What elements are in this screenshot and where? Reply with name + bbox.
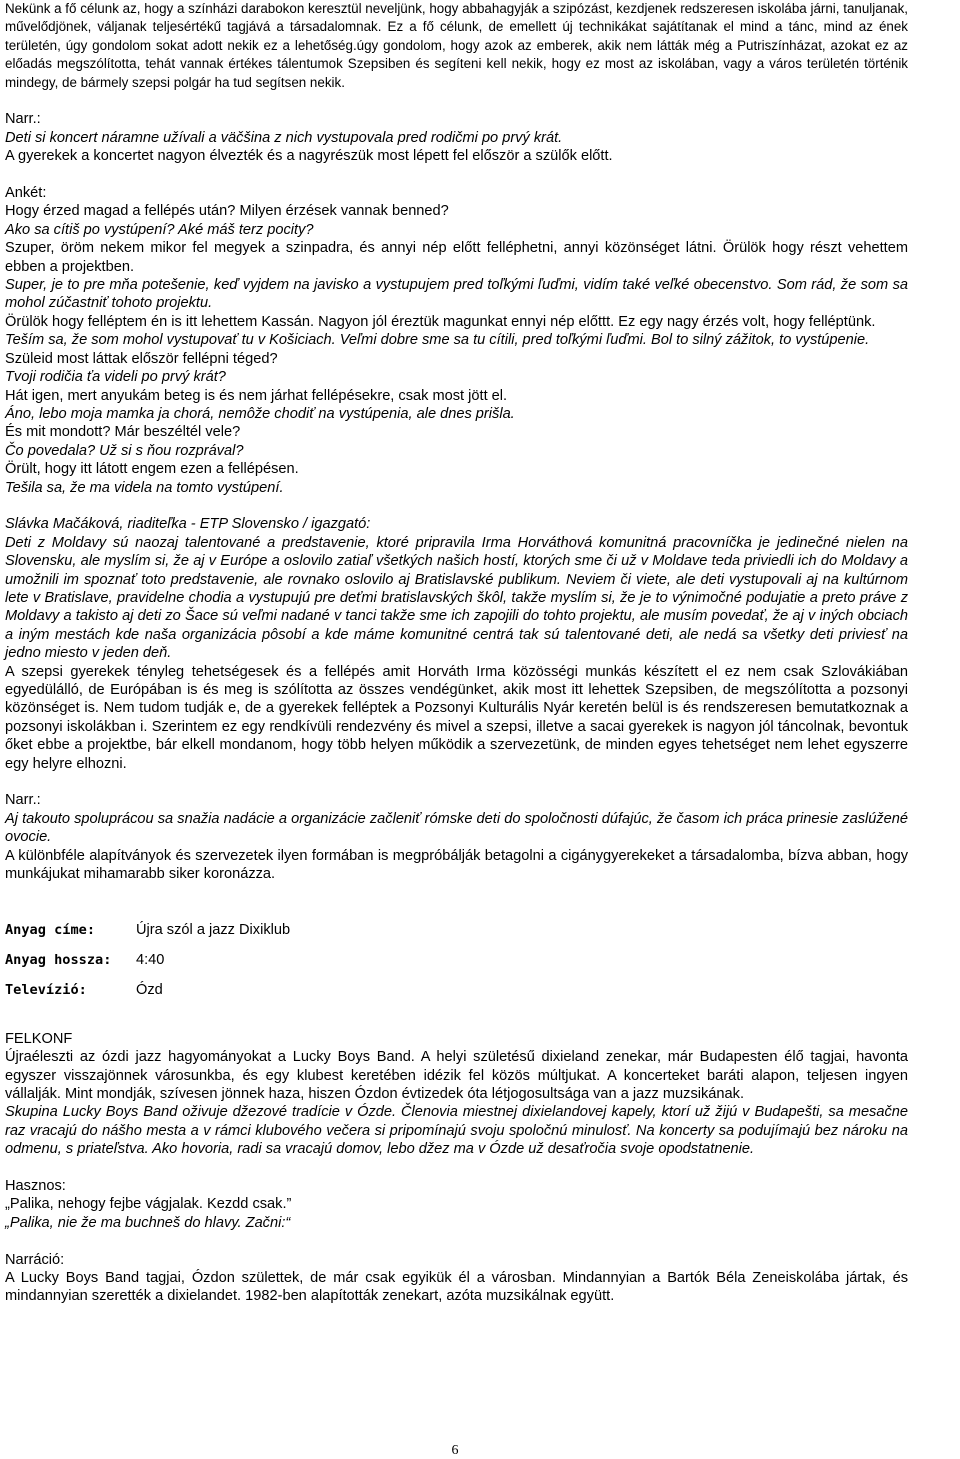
meta-length-label: Anyag hossza: [5, 952, 112, 969]
survey-line-hungarian: Örülök hogy felléptem én is itt lehettem Kassán. Nagyon jól éreztük magunkat ennyi nép előttt. Ez egy nagy érzés volt, hogy felléptünk. [5, 313, 876, 330]
survey-line-hungarian: Örült, hogy itt látott engem ezen a fellépésen. [5, 461, 299, 478]
hasznos-label: Hasznos: [5, 1178, 66, 1195]
meta-length-value: 4:40 [136, 952, 165, 969]
intro-paragraph: Nekünk a fő célunk az, hogy a színházi darabokon keresztül neveljünk, hogy abbahagyják a szipózást, kezdjenek redszeresen iskolába járni, tanuljanak, művelődjönek, váljanak teljesértékű tagjává a társadalomnak. Ez a fő célunk, de emellett új technikákat sajátítanak el mind a tánc, mind az ének területén, úgy gondolom sokat adott nekik ez a lehetőség.úgy gondolom, hogy azok az emberek, akik nem látták még a Putriszínházat, azokat ez az előadás megszólította, tehát vannak értékes tálentumok Szepsiben és segíteni kell nekik, hogy ez most az iskolában, vagy a város területén történik mindegy, de bármely szepsi polgár ha tud segítsen nekik. [5, 1, 908, 90]
survey-line-hungarian: Hát igen, mert anyukám beteg is és nem járhat fellépésekre, csak most jött el. [5, 387, 508, 404]
meta-title-row [5, 921, 908, 951]
narr2-label: Narr.: [5, 792, 41, 809]
survey-line-hungarian: Szüleid most láttak először fellépni téged? [5, 350, 278, 367]
survey-line-hungarian: És mit mondott? Már beszéltél vele? [5, 424, 241, 441]
felkonf-label: FELKONF [5, 1030, 73, 1047]
felkonf-slovak-text: Skupina Lucky Boys Band oživuje džezové tradície v Ózde. Členovia miestnej dixielandovej kapely, ktorí už žijú v Budapešti, sa mesačne raz vracajú do nášho mesta a v rámci klubového večera si pripomínajú svoju spoločnú minulosť. Na koncerty sa podujímajú bez nároku na odmenu, s priateľstva. Ako hovoria, radi sa vracajú domov, lebo džez ma v Ózde už desaťročia svoje opodstatnenie. [5, 1104, 908, 1158]
narr2-hungarian-text: A különbféle alapítványok és szervezetek ilyen formában is megpróbálják betagolni a cigánygyerekeket a társadalomba, bízva abban, hogy munkájukat mihamarabb siker koronázza. [5, 847, 908, 883]
hasznos-hungarian-quote: „Palika, nehogy fejbe vágjalak. Kezdd csak.” [5, 1196, 292, 1213]
survey-line-slovak: Teším sa, že som mohol vystupovať tu v Košiciach. Veľmi dobre sme sa tu cítili, pred toľkými ľuďmi. Bol to silný zážitok, to vystúpenie. [5, 332, 870, 349]
meta-title-value: Újra szól a jazz Dixiklub [136, 922, 291, 939]
survey-line-slovak: Ako sa cítiš po vystúpení? Aké máš terz pocity? [5, 221, 314, 238]
survey-lines [5, 202, 908, 497]
narracio-hungarian-text: A Lucky Boys Band tagjai, Ózdon születtek, de már csak egyikük él a városban. Mindannyian a Bartók Béla Zeneiskolába jártak, és mindannyian szerették a dixielandet. 1982-ben alapították zenekart, azóta muzsikálnak együtt. [5, 1270, 908, 1305]
felkonf-hungarian-text: Újraéleszti az ózdi jazz hagyományokat a Lucky Boys Band. A helyi születésű dixieland zenekar, már Budapesten élő tagjai, havonta egyszer visszajönnek városunkba, és egy klubest keretében idézik fel közös múltjukat. A koncerteket baráti alapon, teljesen ingyen vállalják. Mint mondják, szívesen jönnek haza, hiszen Ózdon évtizedek óta létjogosultsága van a jazz muzsikának. [5, 1049, 908, 1103]
narr1-slovak-text: Deti si koncert náramne užívali a väčšina z nich vystupovala pred rodičmi po prvý krát. [5, 129, 563, 146]
meta-title-label: Anyag címe: [5, 922, 96, 939]
survey-line-slovak: Čo povedala? Už si s ňou rozprával? [5, 442, 244, 459]
survey-line-slovak: Áno, lebo moja mamka ja chorá, nemôže chodiť na vystúpenia, ale dnes prišla. [5, 405, 515, 422]
narr2-slovak-text: Aj takouto spoluprácou sa snažia nadácie a organizácie začleniť rómske deti do spoločnosti dúfajúc, že časom ich práca prinesie zaslúžené ovocie. [5, 810, 908, 846]
survey-line-slovak: Super, je to pre mňa potešenie, keď vyjdem na javisko a vystupujem pred toľkými ľuďmi, vidím také veľké obecenstvo. Som rád, že som sa mohol zúčastniť tohoto projektu. [5, 277, 908, 312]
meta-length-row [5, 951, 908, 981]
survey-line-hungarian: Szuper, öröm nekem mikor fel megyek a szinpadra, és annyi nép előtt felléphetni, annyi közönséget látni. Örülök hogy részt vehettem ebben a projektben. [5, 240, 908, 275]
narr1-hungarian-text: A gyerekek a koncertet nagyon élvezték és a nagyrészük most lépett fel először a szülők előtt. [5, 148, 613, 165]
narracio-label: Narráció: [5, 1251, 65, 1268]
narr1-label: Narr.: [5, 111, 41, 128]
page-number: 6 [451, 1443, 459, 1458]
director-slovak-text: Deti z Moldavy sú naozaj talentované a predstavenie, ktoré pripravila Irma Horváthová komunitná pracovníčka je jedinečné nielen na Slovensku, ale myslím si, že aj v Európe a oslovilo zatiaľ všetkých našich hostí, ktorých sme či už v Moldave teda priviedli ich do Moldavy a umožnili im spoznať toto predstavenie, ale rovnako oslovilo aj Bratislavské publikum. Neviem či viete, ale deti vystupovali aj na kultúrnom lete v Bratislave, pravidelne chodia a vystupujú pre deťmi bratislavských škôl, takže myslím si, že je to výnimočné podujatie a preto práve z Moldavy a takisto aj deti zo Šace sú veľmi nadané v tanci takže sme ich zapojili do tohto projektu, ale musím povedať, že aj v iných obciach a iným mestách kde naša organizácia pôsobí a kde máme komunitné centrá tak sú talentované deti, ale nedá sa všetky deti priviesť na jedno miesto v jeden deň. [5, 534, 908, 662]
director-label: Slávka Mačáková, riaditeľka - ETP Slovensko / igazgató: [5, 516, 371, 533]
survey-line-slovak: Tvoji rodičia ťa videli po prvý krát? [5, 369, 226, 386]
meta-tv-label: Televízió: [5, 982, 87, 999]
document-page [5, 0, 908, 1306]
survey-line-hungarian: Hogy érzed magad a fellépés után? Milyen érzések vannak benned? [5, 203, 449, 220]
meta-tv-row [5, 981, 908, 1011]
survey-label: Ankét: [5, 185, 47, 202]
material-meta [5, 921, 908, 1011]
director-hungarian-text: A szepsi gyerekek tényleg tehetségesek és a fellépés amit Horváth Irma közösségi munkás készített el ez nem csak Szlovákiában egyedülálló, de Európában is és meg is szólította az összes vendégünket, akik most itt lehettek Szepsiben, de megszólította a pozsonyi közönséget is. Nem tudom tudják e, de a gyerekek felléptek a Pozsonyi Kulturális Nyár keretén belül is és rendszeresen bemutatkoznak a pozsonyi iskolákban i. Szerintem ez egy rendkívüli rendezvény és mivel a szepsi, illetve a sacai gyerekek is nagyon jól táncolnak, bevontuk őket ebbe a projektbe, bár elkell mondanom, hogy több helyen működik a szervezetünk, de minden egyes tehetséget nem lehet egyszerre egy helyre elhozni. [5, 663, 908, 772]
meta-tv-value: Ózd [136, 982, 163, 999]
survey-line-slovak: Tešila sa, že ma videla na tomto vystúpení. [5, 479, 284, 496]
hasznos-slovak-quote: „Palika, nie že ma buchneš do hlavy. Začni:“ [5, 1214, 291, 1231]
